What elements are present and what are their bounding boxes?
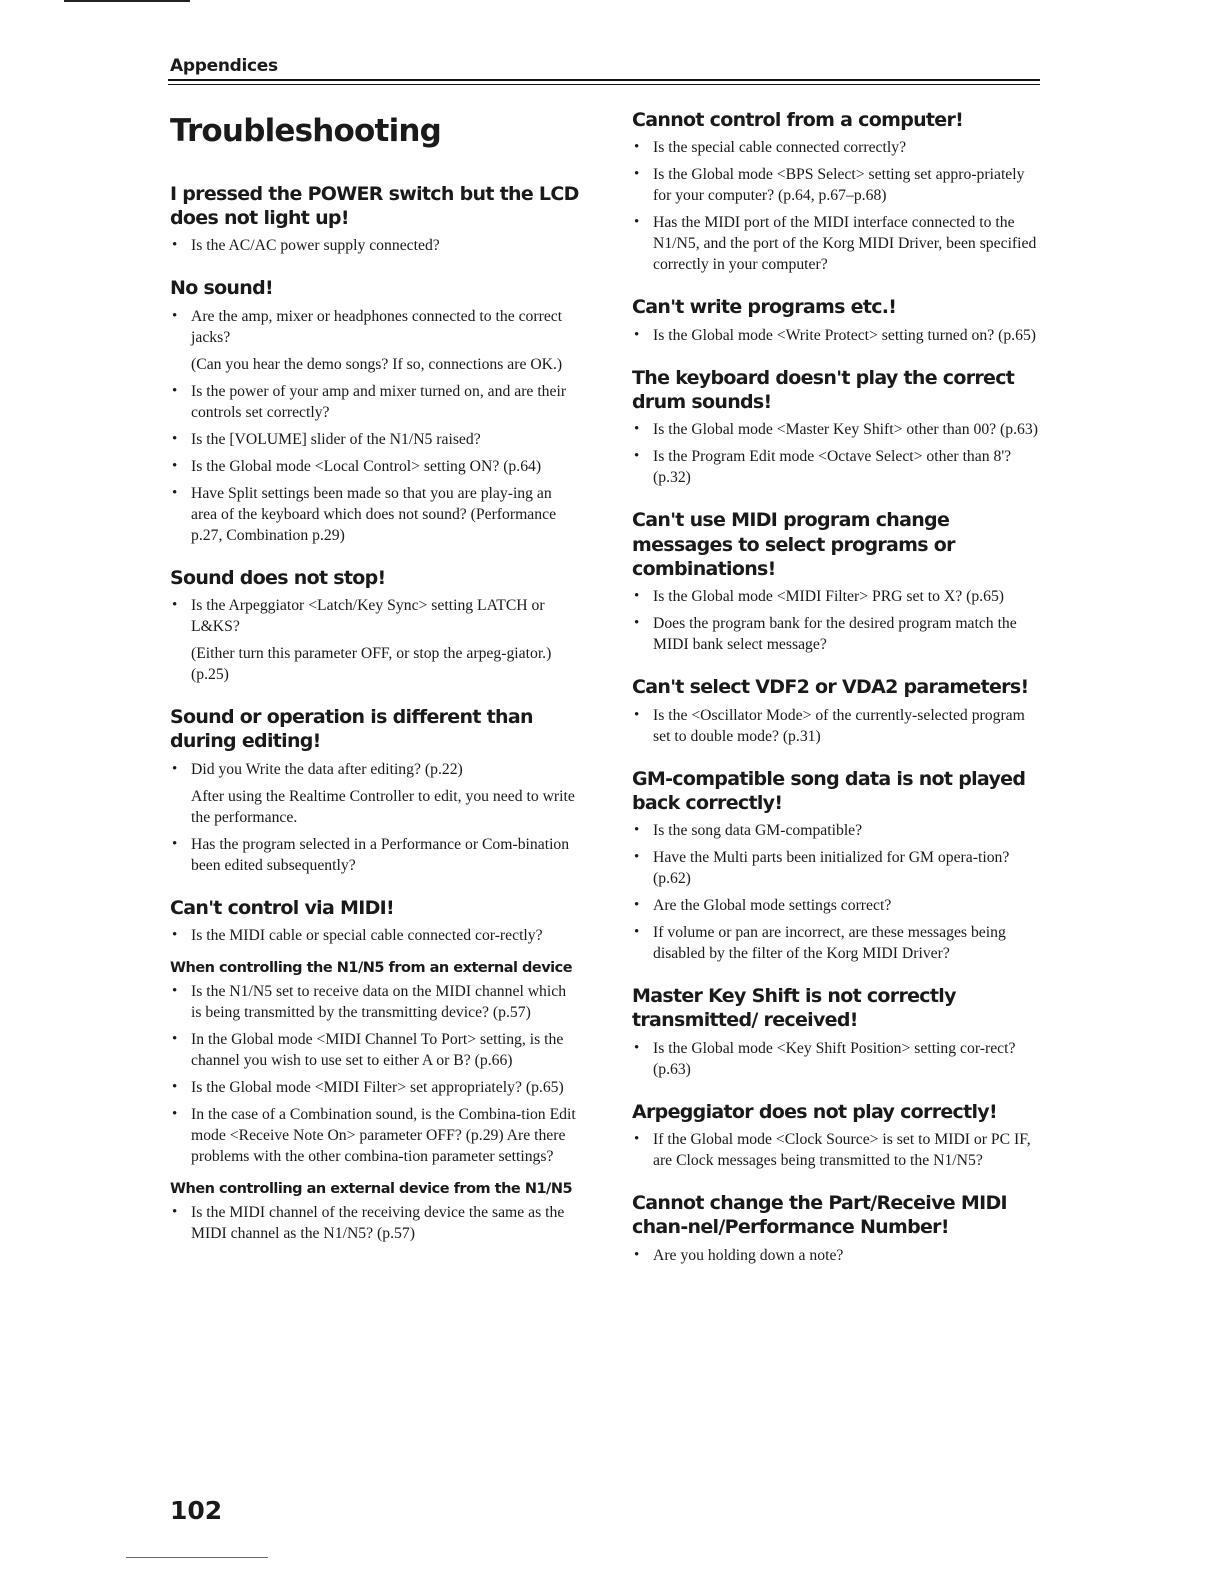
list-item: • Is the Global mode <Master Key Shift> other than 00? (p.63) [632, 419, 1042, 440]
bullet-list [170, 834, 580, 876]
subsection-heading: When controlling the N1/N5 from an external device [170, 959, 573, 976]
bullet-list [170, 925, 580, 946]
left-column [170, 108, 580, 1250]
bullet-list [632, 586, 1042, 655]
list-item: • Is the Global mode <Write Protect> setting turned on? (p.65) [632, 325, 1042, 346]
list-item: • Is the MIDI cable or special cable connected cor-rectly? [170, 925, 580, 946]
list-item: • Is the Arpeggiator <Latch/Key Sync> setting LATCH or L&KS? [170, 595, 580, 637]
note-text: (Either turn this parameter OFF, or stop the arpeg-giator.) (p.25) [191, 644, 552, 683]
list-item: • Is the [VOLUME] slider of the N1/N5 raised? [170, 429, 580, 450]
section-heading: Arpeggiator does not play correctly! [632, 1100, 997, 1123]
list-item: • Is the Program Edit mode <Octave Select> other than 8'? (p.32) [632, 446, 1042, 488]
bullet-list [170, 595, 580, 637]
bullet-list [170, 306, 580, 348]
section-heading: Master Key Shift is not correctly transmitted/ received! [632, 985, 956, 1032]
bullet-list [632, 705, 1042, 747]
section-label: Appendices [170, 56, 278, 76]
list-item: • Is the special cable connected correctly? [632, 137, 1042, 158]
list-item: • Is the <Oscillator Mode> of the currently-selected program set to double mode? (p.31) [632, 705, 1042, 747]
list-item: • Have Split settings been made so that you are play-ing an area of the keyboard which does not sound? (Performance p.27, Combination p.29) [170, 483, 580, 546]
note-text: After using the Realtime Controller to edit, you need to write the performance. [191, 787, 575, 826]
section-heading: Can't use MIDI program change messages to select programs or combinations! [632, 509, 955, 580]
section-heading: I pressed the POWER switch but the LCD does not light up! [170, 182, 579, 229]
list-item: • Is the Global mode <BPS Select> setting set appro-priately for your computer? (p.64, p.67–p.68) [632, 164, 1042, 206]
header-rule-thin [168, 84, 1040, 85]
section-heading: Sound or operation is different than during editing! [170, 705, 533, 753]
list-item: • Does the program bank for the desired program match the MIDI bank select message? [632, 613, 1042, 655]
bullet-list [632, 137, 1042, 275]
note-text: (Can you hear the demo songs? If so, connections are OK.) [191, 355, 563, 373]
list-item: • If volume or pan are incorrect, are these messages being disabled by the filter of the Korg MIDI Driver? [632, 922, 1042, 964]
bullet-list [632, 325, 1042, 346]
list-item: • Is the power of your amp and mixer turned on, and are their controls set correctly? [170, 381, 580, 423]
bullet-list [632, 1038, 1042, 1080]
bullet-list [632, 419, 1042, 488]
section-heading: The keyboard doesn't play the correct drum sounds! [632, 366, 1015, 413]
list-item: • Is the song data GM-compatible? [632, 820, 1042, 841]
section-heading: Can't select VDF2 or VDA2 parameters! [632, 676, 1029, 699]
list-item: • Have the Multi parts been initialized for GM opera-tion? (p.62) [632, 847, 1042, 889]
bullet-list [170, 235, 580, 256]
section-heading: Sound does not stop! [170, 566, 386, 589]
list-item: • Is the MIDI channel of the receiving device the same as the MIDI channel as the N1/N5? (p.57) [170, 1202, 580, 1244]
list-item: • Is the Global mode <MIDI Filter> PRG set to X? (p.65) [632, 586, 1042, 607]
section-heading: GM-compatible song data is not played back correctly! [632, 767, 1026, 814]
bullet-list [170, 981, 580, 1167]
list-item: • Did you Write the data after editing? (p.22) [170, 759, 580, 780]
list-item: • In the case of a Combination sound, is the Combina-tion Edit mode <Receive Note On> parameter OFF? (p.29) Are there problems with the other combina-tion parameter settings? [170, 1104, 580, 1167]
bullet-list [170, 759, 580, 780]
list-item: • Has the program selected in a Performance or Com-bination been edited subsequently? [170, 834, 580, 876]
subsection-heading: When controlling an external device from the N1/N5 [170, 1180, 573, 1197]
section-heading: Can't write programs etc.! [632, 296, 897, 319]
list-item: • Is the Global mode <MIDI Filter> set appropriately? (p.65) [170, 1077, 580, 1098]
bottom-rule [126, 1557, 268, 1558]
section-heading: Can't control via MIDI! [170, 896, 394, 919]
page-title: Troubleshooting [170, 113, 442, 149]
header-rule [168, 79, 1040, 81]
section-heading: Cannot control from a computer! [632, 109, 964, 131]
list-item: • Are the amp, mixer or headphones connected to the correct jacks? [170, 306, 580, 348]
corner-rule [64, 0, 190, 2]
bullet-list [170, 1202, 580, 1244]
list-item: • Are the Global mode settings correct? [632, 895, 1042, 916]
list-item: • In the Global mode <MIDI Channel To Port> setting, is the channel you wish to use set to either A or B? (p.66) [170, 1029, 580, 1071]
bullet-list [170, 381, 580, 546]
section-heading: No sound! [170, 277, 273, 300]
list-item: • Is the AC/AC power supply connected? [170, 235, 580, 256]
list-item: • Has the MIDI port of the MIDI interface connected to the N1/N5, and the port of the Korg MIDI Driver, been specified correctly in your computer? [632, 212, 1042, 275]
bullet-list [632, 820, 1042, 964]
list-item: • Is the Global mode <Local Control> setting ON? (p.64) [170, 456, 580, 477]
page-number: 102 [170, 1496, 223, 1525]
bullet-list [632, 1245, 1042, 1266]
right-column [632, 108, 1042, 1272]
list-item: • Is the Global mode <Key Shift Position> setting cor-rect? (p.63) [632, 1038, 1042, 1080]
list-item: • Are you holding down a note? [632, 1245, 1042, 1266]
list-item: • Is the N1/N5 set to receive data on the MIDI channel which is being transmitted by the transmitting device? (p.57) [170, 981, 580, 1023]
list-item: • If the Global mode <Clock Source> is set to MIDI or PC IF, are Clock messages being transmitted to the N1/N5? [632, 1129, 1042, 1171]
section-heading: Cannot change the Part/Receive MIDI chan-nel/Performance Number! [632, 1192, 1007, 1239]
bullet-list [632, 1129, 1042, 1171]
